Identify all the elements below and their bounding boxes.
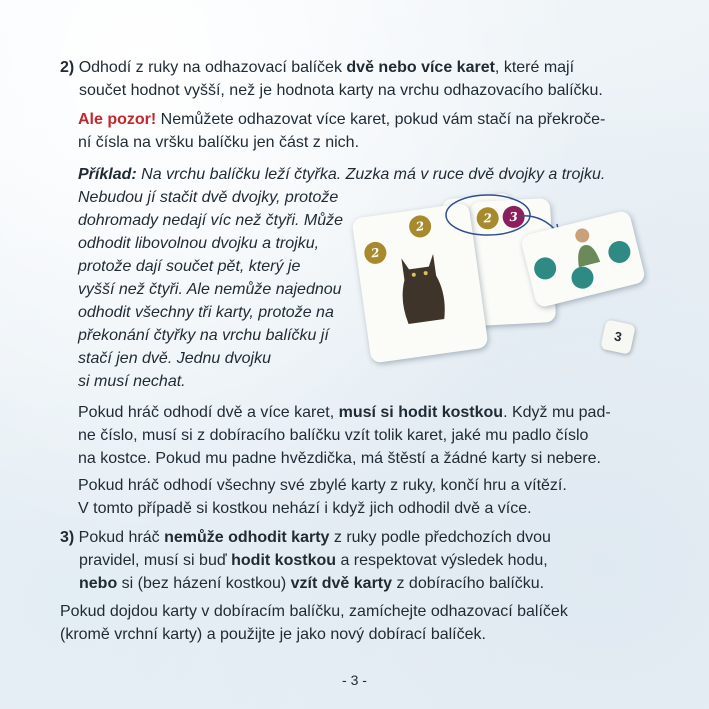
example-line: vyšší než čtyři. Ale nemůže najednou <box>78 281 342 298</box>
roll-line-1-end: . Když mu pad- <box>503 404 611 421</box>
rule-3-text-end: z ruky podle předchozích dvou <box>329 529 551 546</box>
win-line-1: Pokud hráč odhodí všechny své zbylé karty z ruky, končí hru a vítězí. <box>78 477 567 494</box>
win-paragraph <box>78 474 567 520</box>
cat-icon <box>386 244 457 332</box>
warning-line-2: ní čísla na vršku balíčku jen část z nich. <box>78 134 360 151</box>
rule-3-line-2-end: a respektovat výsledek hodu, <box>336 552 548 569</box>
warning-line-1: Nemůžete odhazovat více karet, pokud vám stačí na překroče- <box>156 111 606 128</box>
rule-2 <box>60 56 603 102</box>
rule-2-emphasis: dvě nebo více karet <box>346 59 495 76</box>
rule-2-text: Odhodí z ruky na odhazovací balíček <box>78 59 347 76</box>
reshuffle-paragraph <box>60 600 568 646</box>
rule-3-line-3: si (bez házení kostkou) <box>117 575 291 592</box>
example-line-0: Na vrchu balíčku leží čtyřka. Zuzka má v ruce dvě dvojky a trojku. <box>136 166 606 183</box>
dice-icon: 3 <box>600 319 636 355</box>
page-number: - 3 - <box>342 672 367 688</box>
value-badge <box>569 264 596 291</box>
value-badge: 2 <box>408 214 433 239</box>
value-badge <box>532 255 559 282</box>
example-line: odhodit všechny tři karty, protože na <box>78 304 334 321</box>
rule-2-text-end: , které mají <box>494 59 575 76</box>
rule-3-line-3-end: z dobíracího balíčku. <box>392 575 545 592</box>
example-line: si musí nechat. <box>78 373 186 390</box>
roll-line-2: ne číslo, musí si z dobíracího balíčku vzít tolik karet, jaké mu padlo číslo <box>78 427 589 444</box>
rule-3-line-2: pravidel, musí si buď <box>79 552 232 569</box>
example-line: odhodit libovolnou dvojku a trojku, <box>78 235 320 252</box>
warning-paragraph <box>78 108 605 154</box>
roll-emphasis: musí si hodit kostkou <box>338 404 504 421</box>
rule-3-emphasis: hodit kostkou <box>231 552 337 569</box>
example-line: dohromady nedají víc než čtyři. Může <box>78 212 344 229</box>
roll-paragraph <box>78 401 611 470</box>
example-line: překonání čtyřky na vrchu balíčku jí <box>78 327 329 344</box>
rule-2-number: 2) <box>60 59 75 76</box>
win-line-2: V tomto případě si kostkou nehází i když jich odhodil dvě a více. <box>78 500 532 517</box>
example-line: Nebudou jí stačit dvě dvojky, protože <box>78 189 339 206</box>
rule-3-emphasis: nebo <box>79 575 118 592</box>
rule-2-line-2: součet hodnot vyšší, než je hodnota karty na vrchu odhazovacího balíčku. <box>79 82 603 99</box>
person-icon <box>565 222 604 268</box>
rule-3-emphasis: nemůže odhodit karty <box>164 529 330 546</box>
example-line: stačí jen dvě. Jednu dvojku <box>78 350 272 367</box>
reshuffle-line-1: Pokud dojdou karty v dobíracím balíčku, zamíchejte odhazovací balíček <box>60 603 568 620</box>
roll-line-3: na kostce. Pokud mu padne hvězdička, má štěstí a žádné karty si nebere. <box>78 450 601 467</box>
value-badge: 2 <box>476 207 499 230</box>
example-line: protože dají součet pět, který je <box>78 258 301 275</box>
value-badge: 2 <box>363 240 388 265</box>
value-badge <box>606 239 633 266</box>
reshuffle-line-2: (kromě vrchní karty) a použijte je jako nový dobírací balíček. <box>60 626 486 643</box>
rule-3 <box>60 526 551 595</box>
warning-label: Ale pozor! <box>78 111 157 128</box>
example-label: Příklad: <box>78 166 137 183</box>
rule-3-number: 3) <box>60 529 75 546</box>
value-badge: 3 <box>502 205 525 228</box>
rule-3-emphasis: vzít dvě karty <box>290 575 393 592</box>
roll-line-1: Pokud hráč odhodí dvě a více karet, <box>78 404 339 421</box>
card-illustration <box>355 182 645 362</box>
rule-3-text: Pokud hráč <box>74 529 165 546</box>
